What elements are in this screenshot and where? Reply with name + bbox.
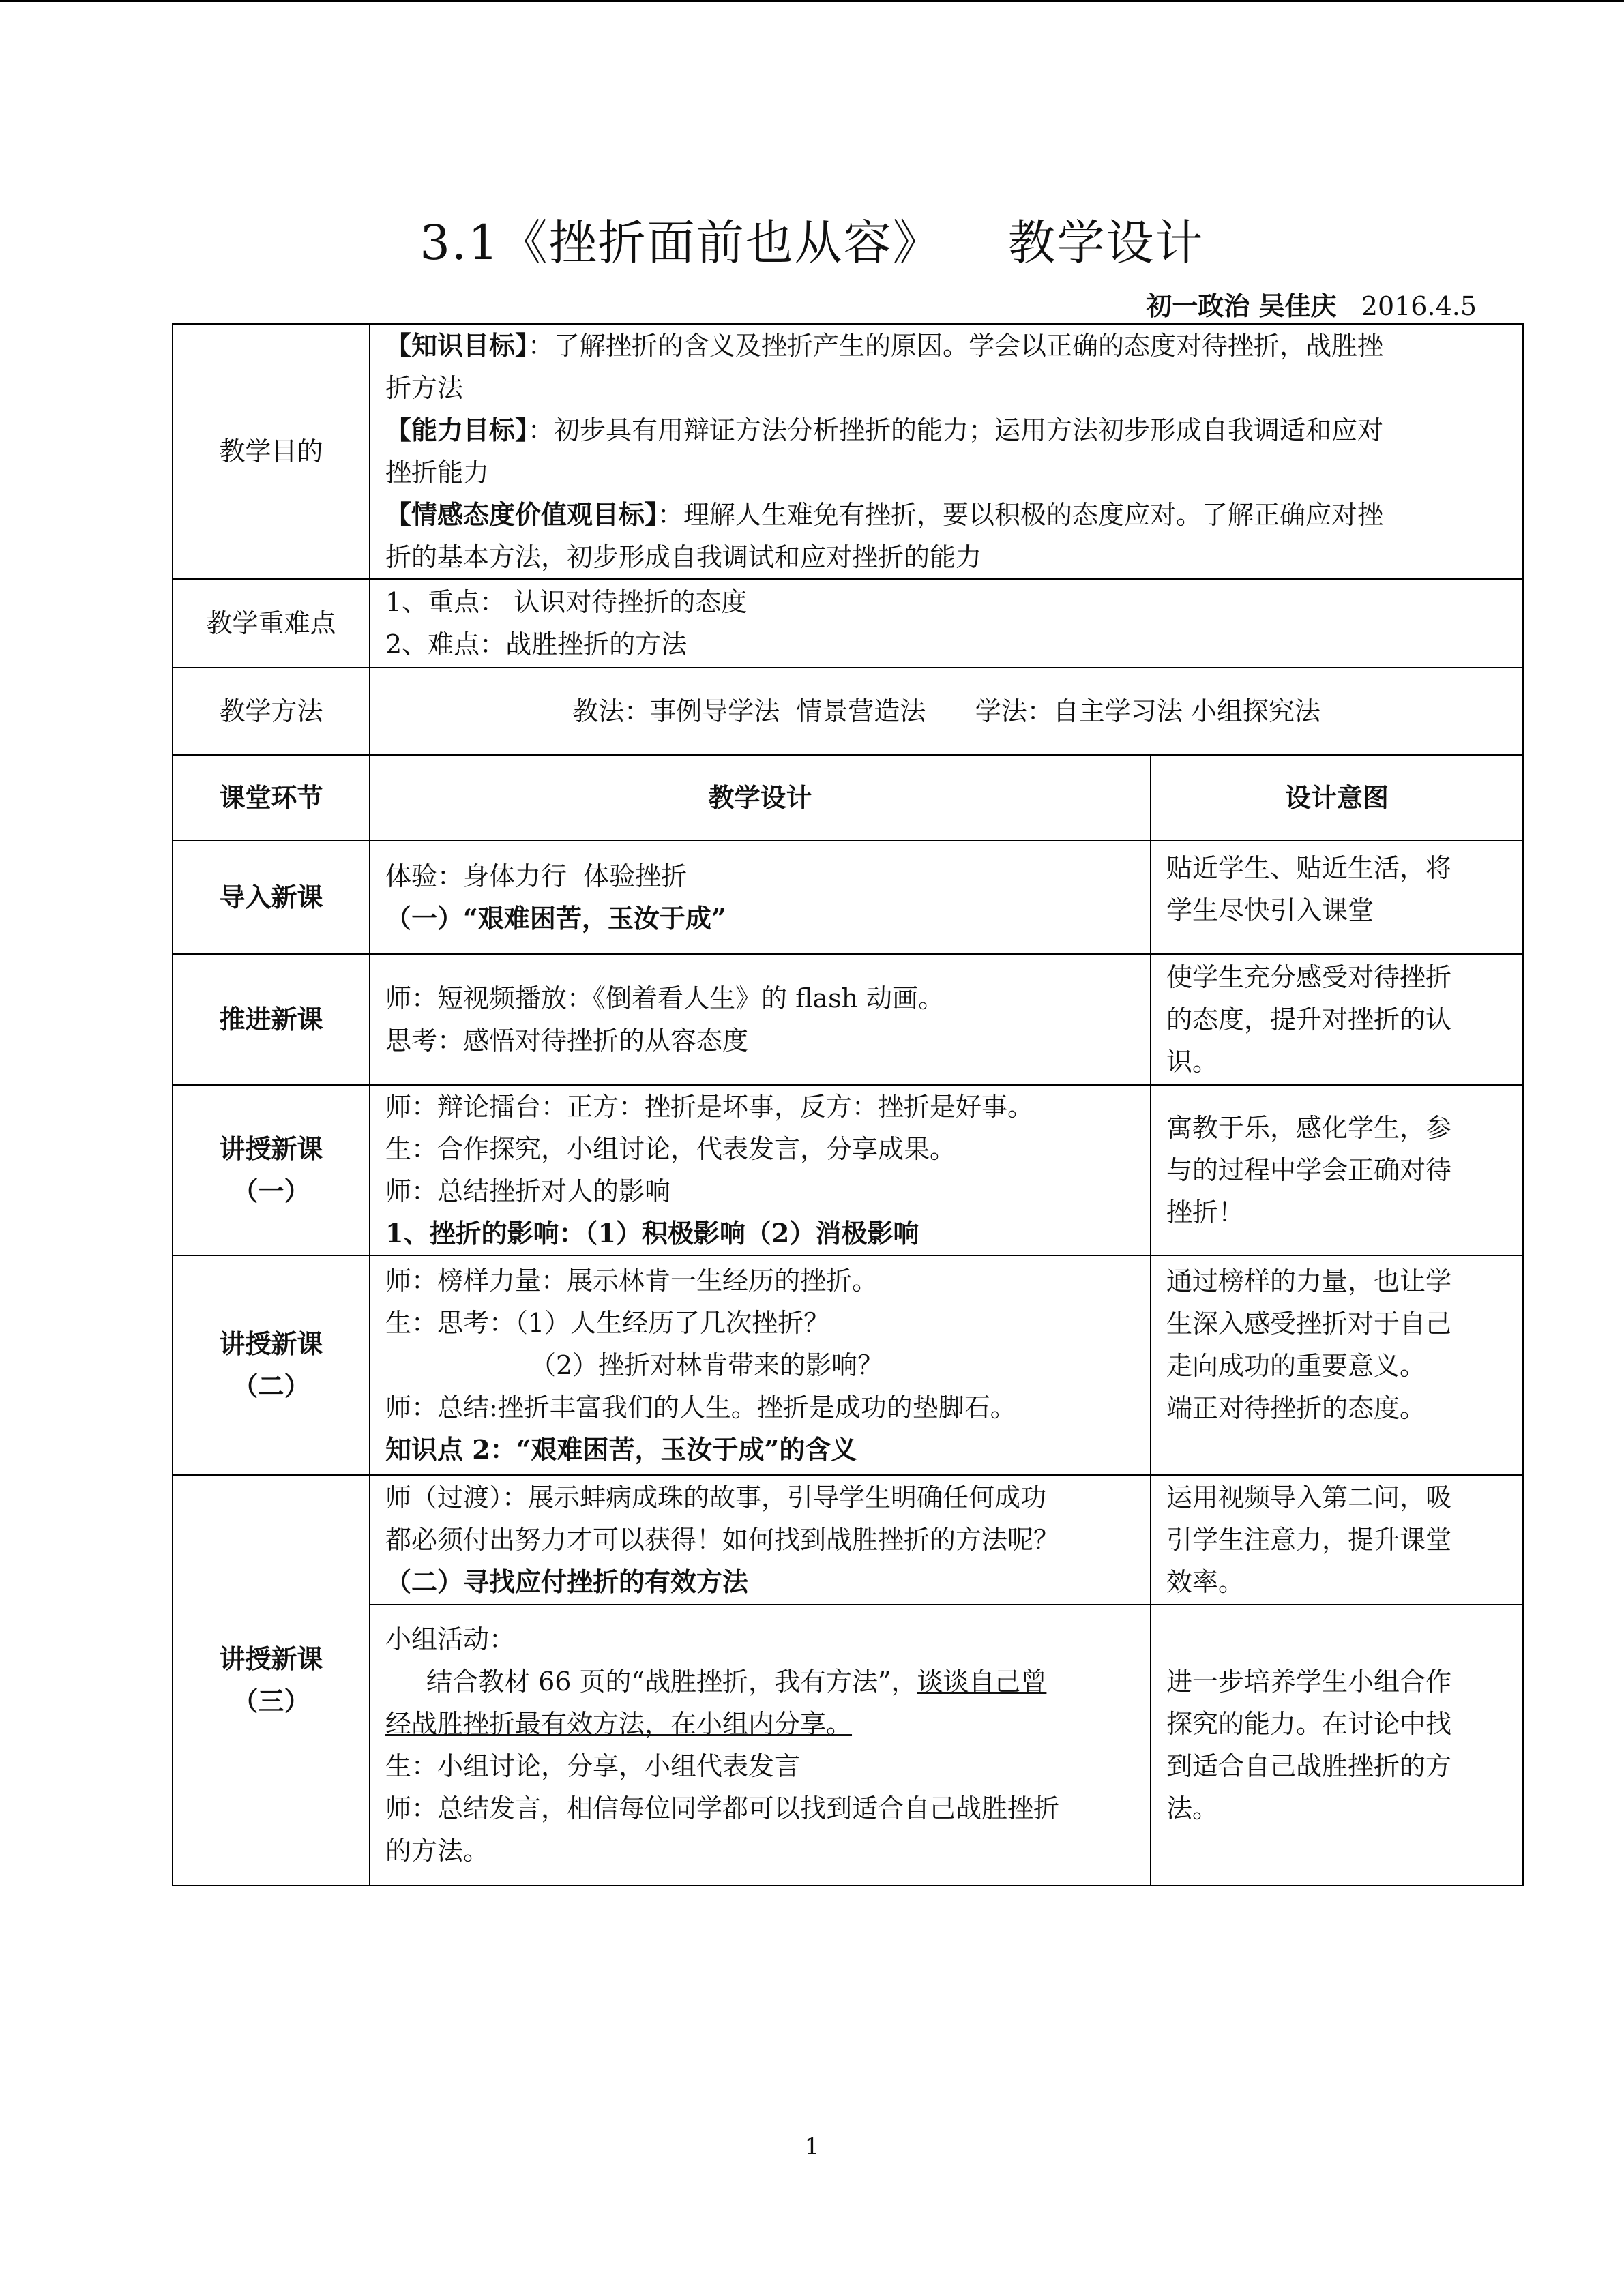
author-byline xyxy=(1146,285,1477,323)
header-stage: 课堂环节 xyxy=(173,755,370,841)
intent-cell xyxy=(1151,841,1523,954)
stage-label-line: 讲授新课 xyxy=(219,1328,323,1359)
intent-cell xyxy=(1151,1605,1523,1885)
intent-line: 的态度，提升对挫折的认 xyxy=(1166,1004,1452,1034)
difficulty-line: 2、难点：战胜挫折的方法 xyxy=(385,629,688,659)
stage-label-line: 讲授新课 xyxy=(219,1643,323,1674)
table-row xyxy=(173,954,1523,1085)
intent-line: 贴近学生、贴近生活，将 xyxy=(1166,853,1452,883)
intent-line: 法。 xyxy=(1166,1793,1219,1823)
intent-line: 与的过程中学会正确对待 xyxy=(1166,1155,1452,1185)
keypoints-content xyxy=(370,579,1523,668)
stage-label: 导入新课 xyxy=(173,841,370,954)
design-line: 经战胜挫折最有效方法，在小组内分享。 xyxy=(385,1709,853,1739)
ability-goal: 【能力目标】：初步具有用辩证方法分析挫折的能力；运用方法初步形成自我调适和应对 xyxy=(385,415,1384,445)
header-design: 教学设计 xyxy=(370,755,1151,841)
table-row xyxy=(173,1255,1523,1475)
design-cell xyxy=(370,1255,1151,1475)
design-line: 师（过渡）：展示蚌病成珠的故事，引导学生明确任何成功 xyxy=(385,1482,1047,1512)
emotion-goal: 【情感态度价值观目标】：理解人生难免有挫折，要以积极的态度应对。了解正确应对挫 xyxy=(385,499,1384,530)
design-line: 师：总结挫折对人的影响 xyxy=(385,1176,671,1206)
table-row xyxy=(173,1085,1523,1255)
table-row xyxy=(173,1475,1523,1605)
keypoints-label: 教学重难点 xyxy=(173,579,370,668)
design-line: 思考：感悟对待挫折的从容态度 xyxy=(385,1026,749,1056)
author-name: 初一政治 吴佳庆 xyxy=(1146,290,1337,321)
table-row xyxy=(173,1605,1523,1885)
stage-label xyxy=(173,1475,370,1885)
knowledge-goal: 【知识目标】：了解挫折的含义及挫折产生的原因。学会以正确的态度对待挫折，战胜挫 xyxy=(385,330,1384,361)
design-line: 1、挫折的影响：（1）积极影响（2）消极影响 xyxy=(385,1218,919,1249)
document-date: 2016.4.5 xyxy=(1361,291,1477,321)
design-line: 师：辩论擂台：正方：挫折是坏事，反方：挫折是好事。 xyxy=(385,1092,1034,1122)
design-cell xyxy=(370,1085,1151,1255)
intent-line: 走向成功的重要意义。 xyxy=(1166,1351,1426,1381)
emotion-goal-cont: 折的基本方法，初步形成自我调试和应对挫折的能力 xyxy=(385,542,982,572)
design-cell xyxy=(370,841,1151,954)
methods-content: 教法：事例导学法 情景营造法 学法：自主学习法 小组探究法 xyxy=(370,668,1523,755)
intent-cell xyxy=(1151,1085,1523,1255)
intent-line: 端正对待挫折的态度。 xyxy=(1166,1393,1426,1423)
keypoint-line: 1、重点： 认识对待挫折的态度 xyxy=(385,587,748,617)
intent-line: 到适合自己战胜挫折的方 xyxy=(1166,1751,1452,1781)
design-line: 都必须付出努力才可以获得！如何找到战胜挫折的方法呢？ xyxy=(385,1525,1060,1555)
intent-line: 识。 xyxy=(1166,1047,1219,1077)
lesson-plan-table xyxy=(172,323,1524,1886)
design-line: 体验：身体力行 体验挫折 xyxy=(385,861,688,891)
design-line: （二）寻找应付挫折的有效方法 xyxy=(385,1566,749,1597)
page-top-border xyxy=(0,0,1624,2)
intent-cell xyxy=(1151,1475,1523,1605)
ability-goal-cont: 挫折能力 xyxy=(385,458,490,488)
design-line: 知识点 2：“艰难困苦，玉汝于成”的含义 xyxy=(385,1434,857,1465)
design-line: 师：榜样力量：展示林肯一生经历的挫折。 xyxy=(385,1266,879,1296)
design-line: 小组活动： xyxy=(385,1624,516,1654)
design-cell xyxy=(370,1605,1151,1885)
design-line: 生：思考：（1）人生经历了几次挫折？ xyxy=(385,1308,830,1338)
stage-label xyxy=(173,1085,370,1255)
intent-line: 引学生注意力，提升课堂 xyxy=(1166,1525,1452,1555)
goals-content xyxy=(370,324,1523,579)
design-line: 生：合作探究，小组讨论，代表发言，分享成果。 xyxy=(385,1134,956,1164)
goals-label: 教学目的 xyxy=(173,324,370,579)
design-line: 师：总结:挫折丰富我们的人生。挫折是成功的垫脚石。 xyxy=(385,1392,1016,1422)
stage-label-sub: （一） xyxy=(232,1176,310,1206)
intent-line: 挫折！ xyxy=(1166,1197,1245,1227)
design-cell xyxy=(370,1475,1151,1605)
intent-line: 生深入感受挫折对于自己 xyxy=(1166,1309,1452,1339)
goals-row xyxy=(173,324,1523,579)
intent-cell xyxy=(1151,954,1523,1085)
design-line: 师：总结发言，相信每位同学都可以找到适合自己战胜挫折 xyxy=(385,1793,1060,1823)
intent-line: 寓教于乐，感化学生，参 xyxy=(1166,1113,1452,1143)
stage-label-sub: （二） xyxy=(232,1371,310,1401)
design-line: （一）“艰难困苦，玉汝于成” xyxy=(385,903,726,934)
design-line: （2）挫折对林肯带来的影响？ xyxy=(530,1350,884,1380)
stage-label-sub: （三） xyxy=(232,1686,310,1716)
design-cell xyxy=(370,954,1151,1085)
intent-cell xyxy=(1151,1255,1523,1475)
header-intent: 设计意图 xyxy=(1151,755,1523,841)
design-line: 的方法。 xyxy=(385,1836,490,1866)
design-line: 师：短视频播放：《倒着看人生》的 flash 动画。 xyxy=(385,983,945,1013)
knowledge-goal-cont: 折方法 xyxy=(385,373,464,403)
intent-line: 效率。 xyxy=(1166,1567,1245,1597)
design-line: 生：小组讨论，分享，小组代表发言 xyxy=(385,1751,801,1781)
design-line: 结合教材 66 页的“战胜挫折，我有方法”，谈谈自己曾 xyxy=(426,1667,1047,1697)
methods-label: 教学方法 xyxy=(173,668,370,755)
methods-row xyxy=(173,668,1523,755)
page-number: 1 xyxy=(804,2133,820,2160)
table-row xyxy=(173,841,1523,954)
stage-label xyxy=(173,1255,370,1475)
intent-line: 运用视频导入第二问，吸 xyxy=(1166,1482,1452,1512)
table-header-row xyxy=(173,755,1523,841)
stage-label-line: 讲授新课 xyxy=(219,1133,323,1164)
intent-line: 使学生充分感受对待挫折 xyxy=(1166,962,1452,992)
intent-line: 探究的能力。在讨论中找 xyxy=(1166,1709,1452,1739)
document-title: 3.1《挫折面前也从容》 教学设计 xyxy=(419,215,1205,271)
intent-line: 通过榜样的力量，也让学 xyxy=(1166,1266,1452,1296)
intent-line: 学生尽快引入课堂 xyxy=(1166,895,1374,925)
intent-line: 进一步培养学生小组合作 xyxy=(1166,1667,1452,1697)
keypoints-row xyxy=(173,579,1523,668)
stage-label: 推进新课 xyxy=(173,954,370,1085)
